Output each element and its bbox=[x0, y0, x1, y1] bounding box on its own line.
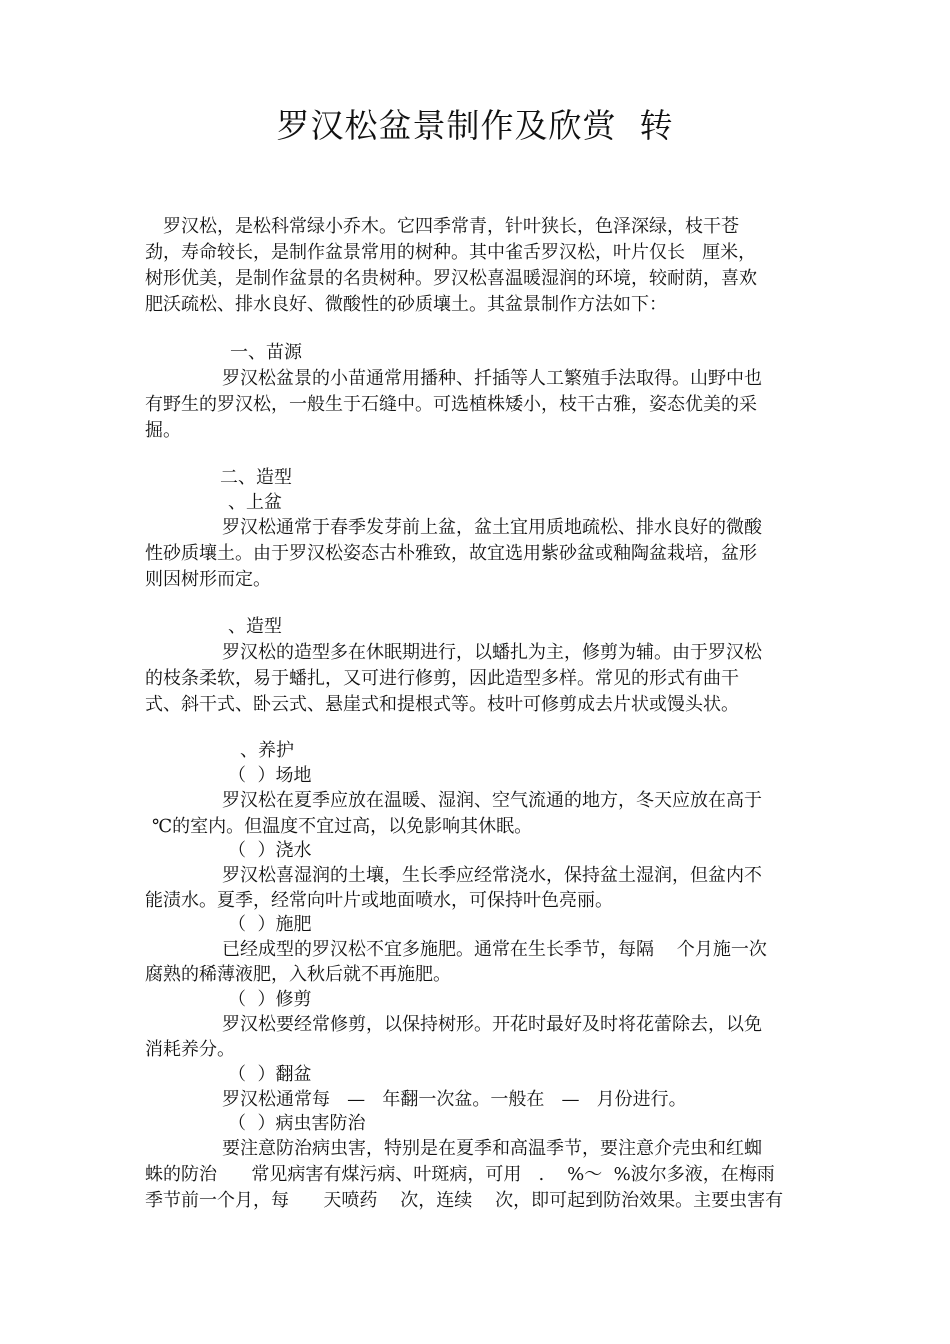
intro-line-4: 肥沃疏松、排水良好、微酸性的砂质壤土。其盆景制作方法如下： bbox=[145, 294, 667, 315]
paragraph-line: 罗汉松通常每 — 年翻一次盆。一般在 — 月份进行。 bbox=[222, 1089, 687, 1110]
paragraph-line: 罗汉松盆景的小苗通常用播种、扦插等人工繁殖手法取得。山野中也 bbox=[222, 368, 762, 389]
paragraph-line: 罗汉松喜湿润的土壤，生长季应经常浇水，保持盆土湿润，但盆内不 bbox=[222, 865, 762, 886]
paragraph-line: 罗汉松要经常修剪，以保持树形。开花时最好及时将花蕾除去，以免 bbox=[222, 1014, 762, 1035]
paragraph-line: 蛛的防治 常见病害有煤污病、叶斑病，可用 . %～ %波尔多液，在梅雨 bbox=[145, 1164, 775, 1185]
section-heading-seedling: 一、苗源 bbox=[230, 342, 302, 363]
paragraph-line: 性砂质壤土。由于罗汉松姿态古朴雅致，故宜选用紫砂盆或釉陶盆栽培，盆形 bbox=[145, 543, 757, 564]
subsection-heading-shaping: 、造型 bbox=[228, 616, 282, 637]
paragraph-line: 腐熟的稀薄液肥，入秋后就不再施肥。 bbox=[145, 964, 451, 985]
subsection-heading-potting: 、上盆 bbox=[228, 492, 282, 513]
paragraph-line: 的枝条柔软，易于蟠扎，又可进行修剪，因此造型多样。常见的形式有曲干 bbox=[145, 668, 739, 689]
section-heading-care: 、养护 bbox=[240, 740, 294, 761]
paragraph-line: 消耗养分。 bbox=[145, 1039, 235, 1060]
care-item-heading-repotting: （ ）翻盆 bbox=[228, 1064, 312, 1085]
paragraph-line: 季节前一个月，每 天喷药 次，连续 次，即可起到防治效果。主要虫害有 bbox=[145, 1190, 784, 1211]
paragraph-line: 有野生的罗汉松，一般生于石缝中。可选植株矮小，枝干古雅，姿态优美的采 bbox=[145, 394, 757, 415]
care-item-heading-pest-control: （ ）病虫害防治 bbox=[228, 1113, 366, 1134]
paragraph-line: 式、斜干式、卧云式、悬崖式和提根式等。枝叶可修剪成去片状或馒头状。 bbox=[145, 694, 739, 715]
paragraph-line: 则因树形而定。 bbox=[145, 569, 271, 590]
paragraph-line: 罗汉松通常于春季发芽前上盆，盆土宜用质地疏松、排水良好的微酸 bbox=[222, 517, 762, 538]
section-heading-shaping: 二、造型 bbox=[220, 467, 292, 488]
intro-line-2: 劲，寿命较长，是制作盆景常用的树种。其中雀舌罗汉松，叶片仅长 厘米， bbox=[145, 242, 757, 263]
intro-line-3: 树形优美，是制作盆景的名贵树种。罗汉松喜温暖湿润的环境，较耐荫，喜欢 bbox=[145, 268, 757, 289]
paragraph-line: 要注意防治病虫害，特别是在夏季和高温季节，要注意介壳虫和红蜘 bbox=[222, 1138, 762, 1159]
care-item-heading-watering: （ ）浇水 bbox=[228, 840, 312, 861]
care-item-heading-pruning: （ ）修剪 bbox=[228, 989, 312, 1010]
intro-line-1: 罗汉松，是松科常绿小乔木。它四季常青，针叶狭长，色泽深绿，枝干苍 bbox=[163, 216, 739, 237]
paragraph-line: 能渍水。夏季，经常向叶片或地面喷水，可保持叶色亮丽。 bbox=[145, 890, 613, 911]
paragraph-line: 已经成型的罗汉松不宜多施肥。通常在生长季节，每隔 个月施一次 bbox=[222, 939, 767, 960]
paragraph-line: 掘。 bbox=[145, 420, 181, 441]
paragraph-line: ℃的室内。但温度不宜过高，以免影响其休眠。 bbox=[152, 816, 533, 837]
paragraph-line: 罗汉松的造型多在休眠期进行，以蟠扎为主，修剪为辅。由于罗汉松 bbox=[222, 642, 762, 663]
page-title: 罗汉松盆景制作及欣赏 转 bbox=[276, 106, 674, 145]
paragraph-line: 罗汉松在夏季应放在温暖、湿润、空气流通的地方，冬天应放在高于 bbox=[222, 790, 762, 811]
care-item-heading-fertilizing: （ ）施肥 bbox=[228, 914, 312, 935]
care-item-heading-site: （ ）场地 bbox=[228, 765, 312, 786]
